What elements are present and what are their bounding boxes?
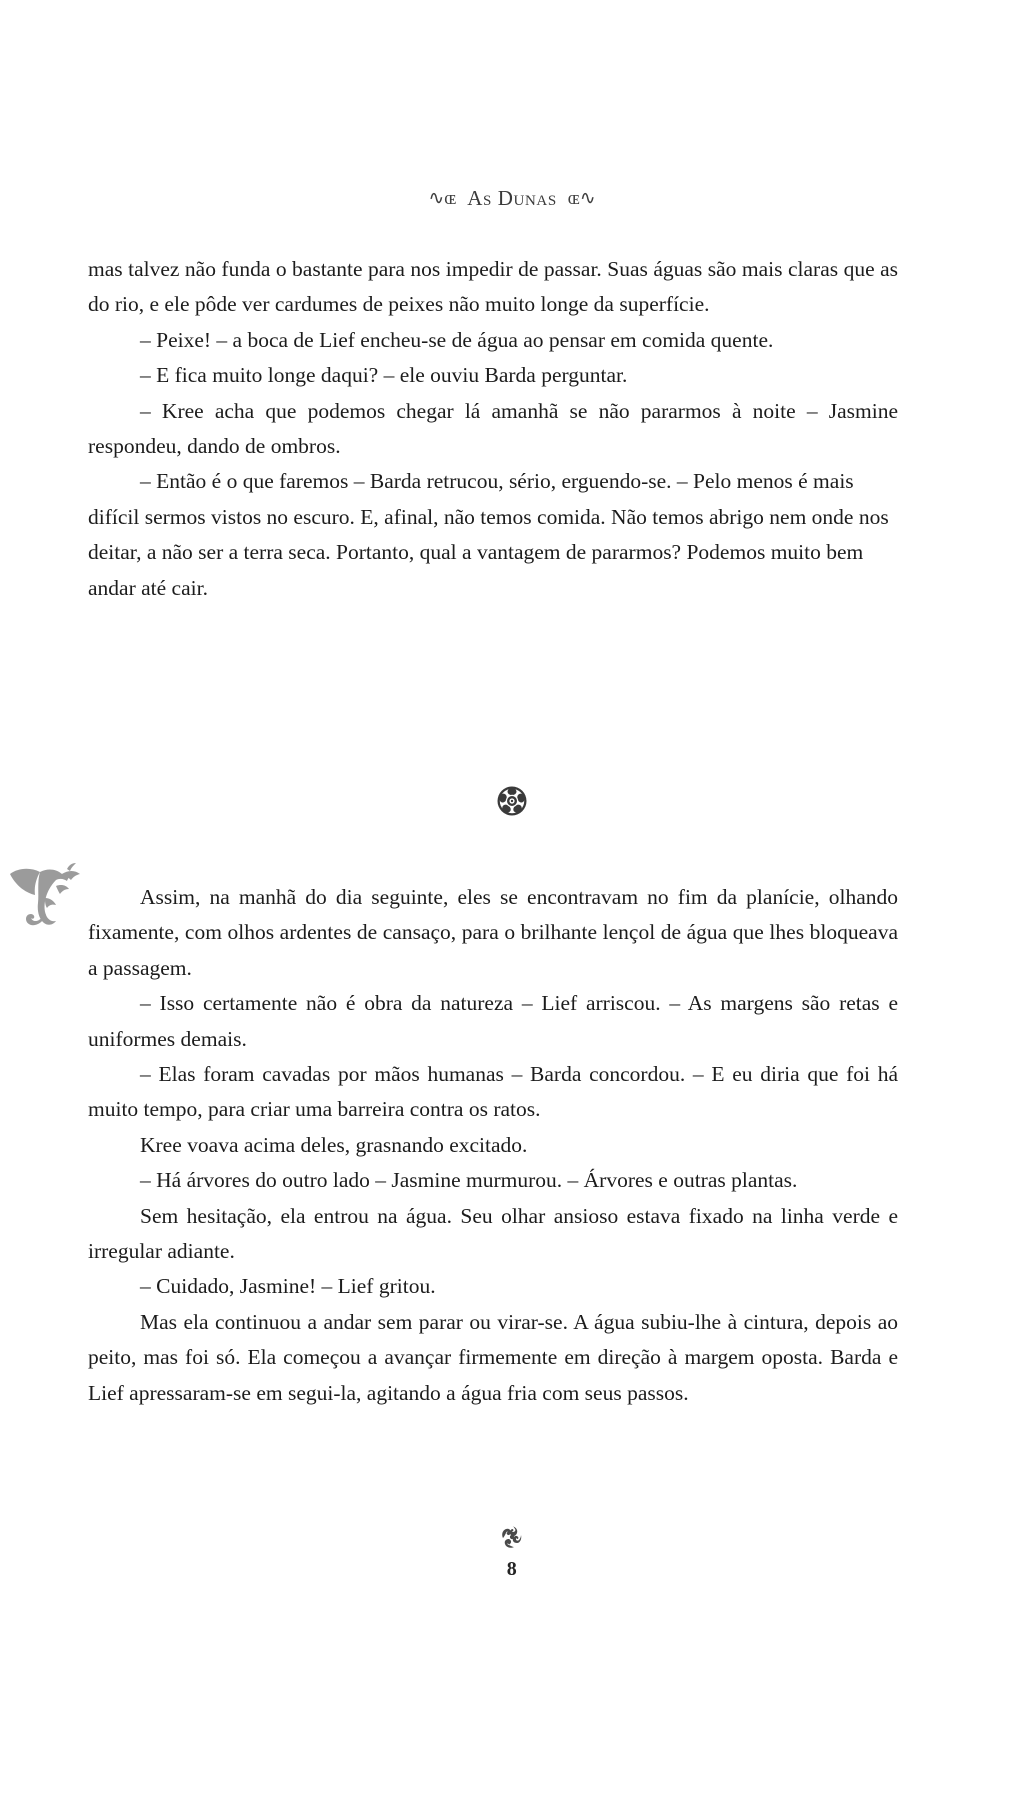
page-number: 8	[506, 1558, 518, 1580]
rosette-ornament-icon	[495, 784, 529, 818]
running-head	[0, 186, 1024, 211]
paragraph: – Isso certamente não é obra da natureza – Lief arriscou. – As margens são retas e uniformes demais.	[88, 991, 898, 1051]
paragraph: – Cuidado, Jasmine! – Lief gritou.	[140, 1274, 436, 1299]
page-footer	[0, 1524, 1024, 1581]
section-divider	[0, 784, 1024, 823]
paragraph: – E fica muito longe daqui? – ele ouviu Barda perguntar.	[140, 363, 628, 388]
body-text-bottom	[88, 880, 898, 1411]
paragraph: – Há árvores do outro lado – Jasmine murmurou. – Árvores e outras plantas.	[140, 1168, 798, 1193]
paragraph: – Elas foram cavadas por mãos humanas – Barda concordou. – E eu diria que foi há muito tempo, para criar uma barreira contra os ratos.	[88, 1062, 898, 1122]
running-head-title: As Dunas	[467, 186, 557, 210]
flourish-left-icon: ∿ɶ	[428, 188, 457, 209]
paragraph: Kree voava acima deles, grasnando excitado.	[140, 1132, 528, 1157]
paragraph: – Kree acha que podemos chegar lá amanhã se não pararmos à noite – Jasmine respondeu, dando de ombros.	[88, 398, 898, 459]
paragraph: Assim, na manhã do dia seguinte, eles se encontravam no fim da planície, olhando fixamente, com olhos ardentes de cansaço, para o brilhante lençol de água que lhes bloqueava a passagem.	[88, 885, 898, 980]
paragraph: – Então é o que faremos – Barda retrucou, sério, erguendo-se. – Pelo menos é mais difícil sermos vistos no escuro. E, afinal, não temos comida. Não temos abrigo nem onde nos deitar, a não ser a terra seca. Portanto, qual a vantagem de pararmos? Podemos muito bem andar até cair.	[88, 469, 889, 600]
paragraph: – Peixe! – a boca de Lief encheu-se de água ao pensar em comida quente.	[140, 327, 774, 352]
paragraph: mas talvez não funda o bastante para nos impedir de passar. Suas águas são mais claras que as do rio, e ele pôde ver cardumes de peixes não muito longe da superfície.	[88, 257, 898, 317]
paragraph: Mas ela continuou a andar sem parar ou virar-se. A água subiu-lhe à cintura, depois ao peito, mas foi só. Ela começou a avançar firmemente em direção à margem oposta. Barda e Lief apressaram-se em segui-la, agitando a água fria com seus passos.	[88, 1309, 898, 1405]
body-text-top	[88, 252, 898, 606]
footer-ornament-icon	[499, 1524, 525, 1550]
paragraph: Sem hesitação, ela entrou na água. Seu olhar ansioso estava fixado na linha verde e irregular adiante.	[88, 1203, 898, 1264]
flourish-right-icon: ɶ∿	[567, 188, 596, 209]
running-head-inner	[428, 186, 595, 211]
dragon-silhouette-icon	[4, 848, 88, 932]
